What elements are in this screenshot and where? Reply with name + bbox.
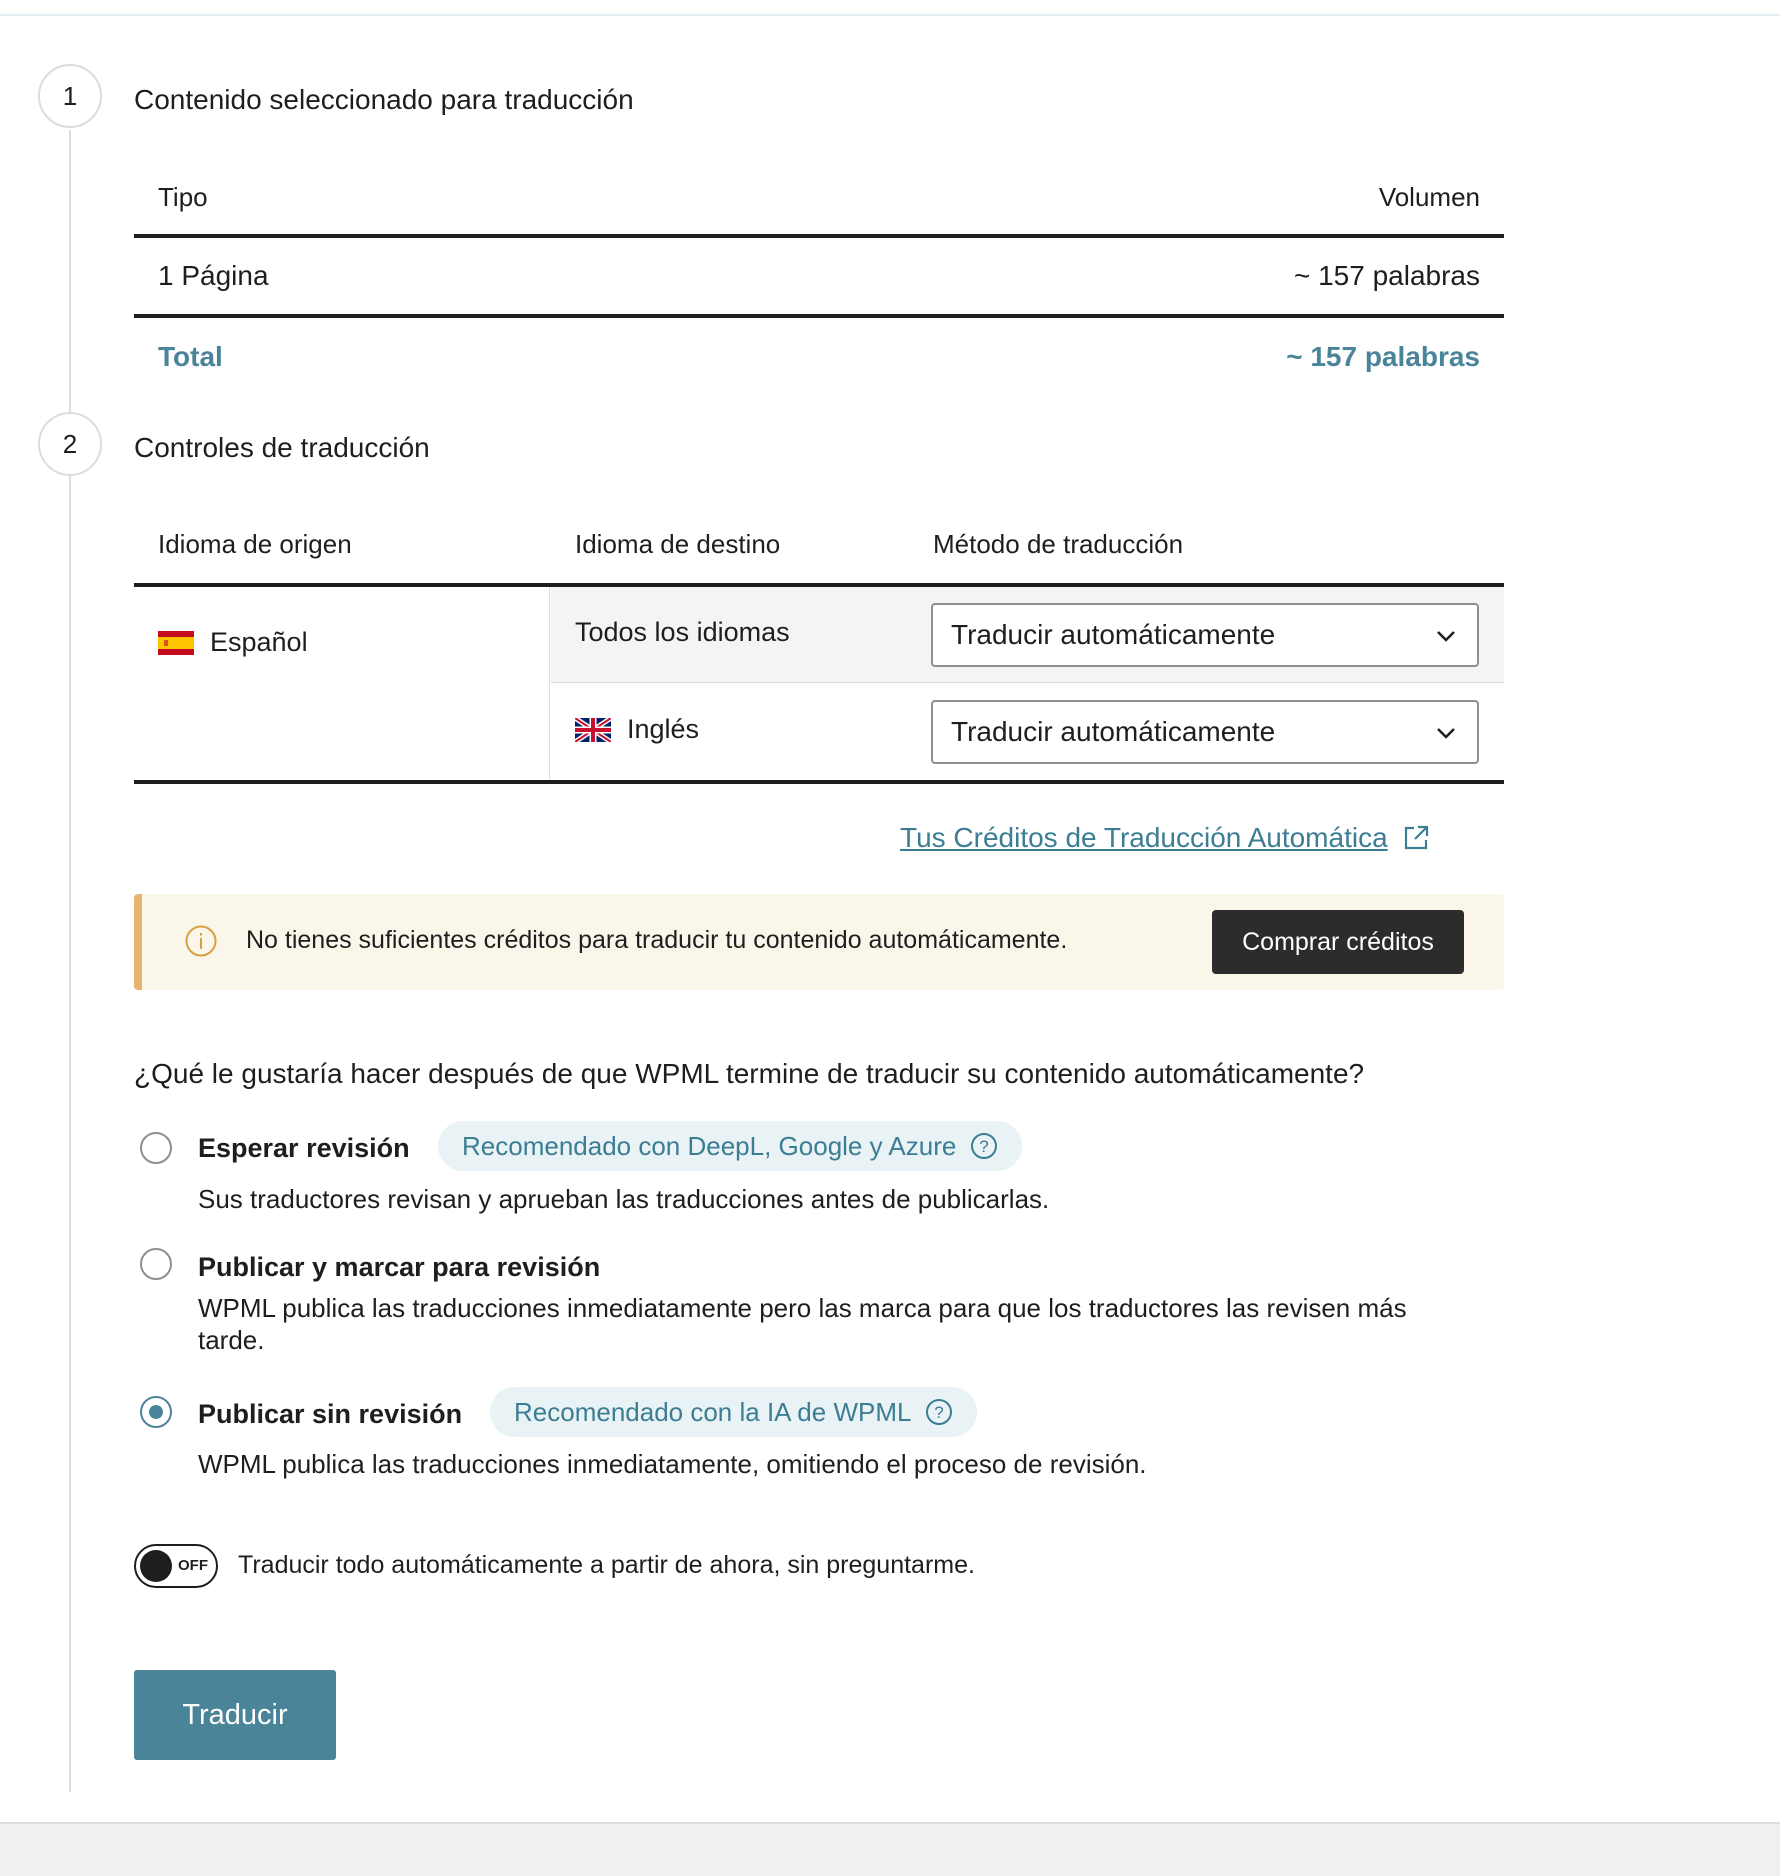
content-table-header	[134, 160, 1504, 238]
spain-flag-icon	[158, 631, 194, 655]
all-languages-method-select[interactable]	[931, 603, 1479, 667]
header-source-language: Idioma de origen	[158, 529, 352, 559]
header-translation-method: Método de traducción	[933, 529, 1184, 559]
source-language-label: Español	[210, 627, 308, 657]
recommended-badge	[438, 1121, 1022, 1171]
step-1-title: Contenido seleccionado para traducción	[134, 84, 634, 115]
english-label: Inglés	[627, 714, 700, 744]
external-link-icon	[1402, 824, 1430, 852]
header-volume: Volumen	[1378, 181, 1480, 212]
content-total-row	[134, 318, 1504, 396]
header-target-language: Idioma de destino	[575, 529, 781, 559]
svg-text:?: ?	[934, 1403, 945, 1422]
all-languages-row	[551, 587, 1504, 683]
english-method-select[interactable]	[931, 700, 1479, 764]
uk-flag-icon	[575, 718, 611, 742]
option-description: WPML publica las traducciones inmediatamente pero las marca para que los traductores las revisen más tarde.	[198, 1293, 1407, 1355]
badge-label: Recomendado con DeepL, Google y Azure	[462, 1130, 957, 1161]
english-row	[551, 684, 1504, 780]
translation-controls-table	[134, 505, 1504, 784]
footer-band	[0, 1822, 1780, 1876]
option-title: Publicar sin revisión	[198, 1399, 463, 1429]
option-description: WPML publica las traducciones inmediatamente, omitiendo el proceso de revisión.	[198, 1449, 1147, 1479]
option-title: Esperar revisión	[198, 1133, 410, 1163]
method-select-value: Traducir automáticamente	[951, 619, 1276, 650]
option-description: Sus traductores revisan y aprueban las traducciones antes de publicarlas.	[198, 1184, 1050, 1214]
radio-publish-mark[interactable]	[140, 1248, 172, 1280]
chevron-down-icon	[1433, 623, 1459, 649]
review-question: ¿Qué le gustaría hacer después de que WPML termine de traducir su contenido automáticamente?	[134, 1058, 1365, 1089]
source-language	[158, 627, 308, 658]
recommended-badge	[490, 1387, 977, 1437]
auto-translate-toggle[interactable]	[134, 1544, 218, 1588]
controls-table-header	[134, 505, 1504, 587]
toggle-state: OFF	[178, 1557, 208, 1574]
steps-timeline	[69, 130, 71, 1792]
table-row	[134, 238, 1504, 318]
controls-table-body	[134, 587, 1504, 784]
help-icon[interactable]	[970, 1132, 998, 1160]
notice-message: No tienes suficientes créditos para traducir tu contenido automáticamente.	[246, 926, 1068, 954]
toggle-knob	[140, 1550, 172, 1582]
help-icon[interactable]	[925, 1398, 953, 1426]
content-table	[134, 160, 1504, 396]
radio-publish-no-review[interactable]	[140, 1396, 172, 1428]
insufficient-credits-notice	[134, 894, 1504, 990]
step-2-title: Controles de traducción	[134, 432, 430, 463]
top-divider	[0, 14, 1780, 16]
header-type: Tipo	[158, 181, 208, 212]
credits-link[interactable]	[900, 822, 1430, 854]
method-select-value: Traducir automáticamente	[951, 716, 1276, 747]
total-value: ~ 157 palabras	[1286, 341, 1480, 372]
step-2-indicator: 2	[38, 412, 102, 476]
chevron-down-icon	[1433, 720, 1459, 746]
buy-credits-button[interactable]: Comprar créditos	[1212, 910, 1464, 974]
option-title: Publicar y marcar para revisión	[198, 1252, 601, 1282]
total-label: Total	[158, 341, 223, 372]
translate-button[interactable]: Traducir	[134, 1670, 336, 1760]
step-1-indicator: 1	[38, 64, 102, 128]
all-languages-label: Todos los idiomas	[575, 617, 790, 647]
credits-link-label: Tus Créditos de Traducción Automática	[900, 822, 1388, 853]
svg-text:?: ?	[979, 1137, 990, 1156]
row-volume: ~ 157 palabras	[1293, 260, 1480, 291]
english-target	[575, 714, 699, 745]
radio-wait-review[interactable]	[140, 1132, 172, 1164]
info-icon	[184, 924, 218, 958]
auto-translate-label: Traducir todo automáticamente a partir de ahora, sin preguntarme.	[238, 1551, 975, 1579]
source-language-cell	[134, 587, 550, 780]
badge-label: Recomendado con la IA de WPML	[514, 1396, 912, 1427]
row-type: 1 Página	[158, 260, 269, 291]
